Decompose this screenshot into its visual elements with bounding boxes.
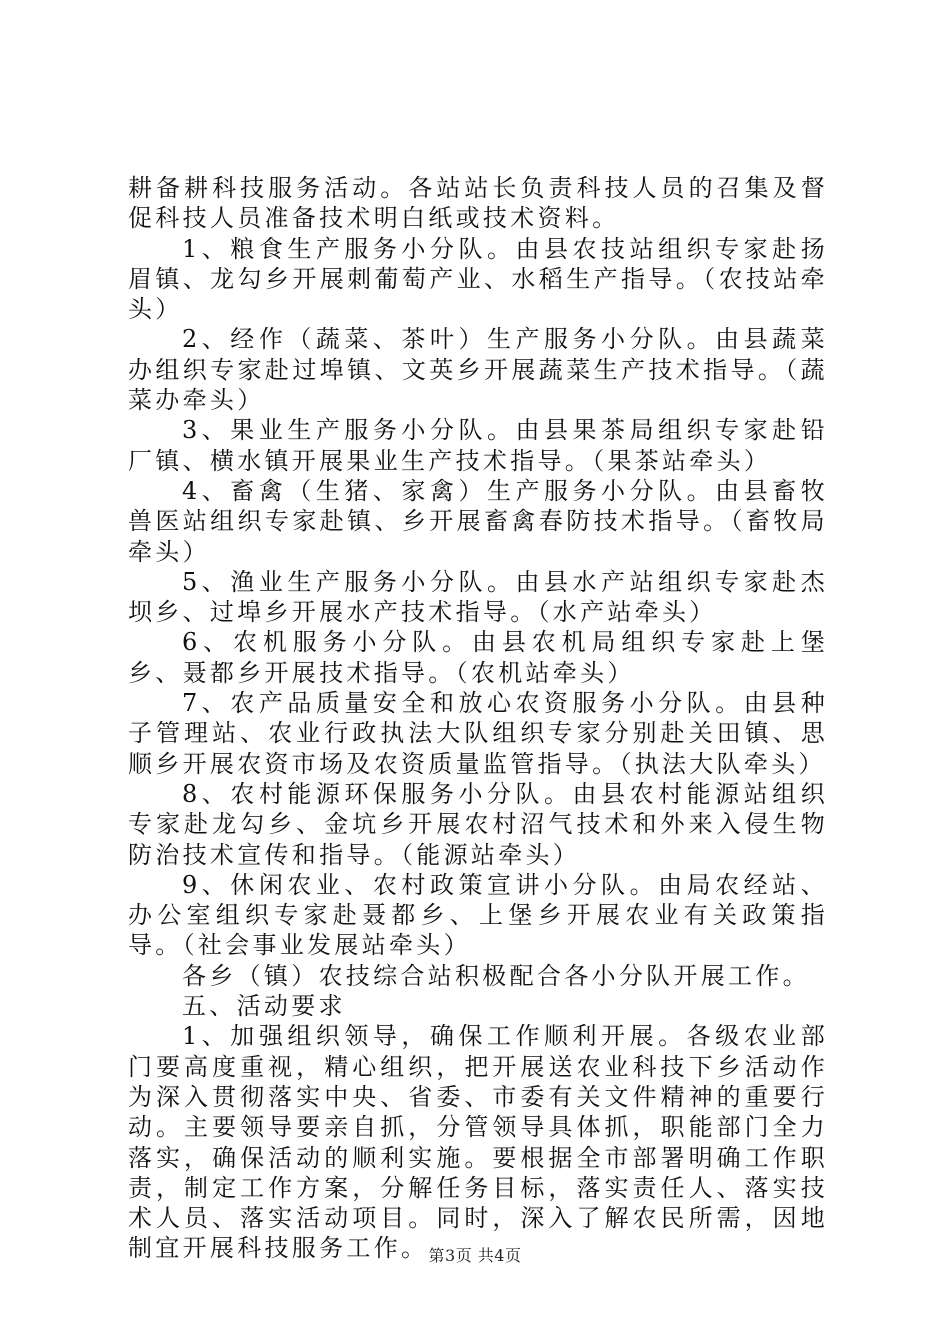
paragraph-item-8: 8、农村能源环保服务小分队。由县农村能源站组织专家赴龙勾乡、金坑乡开展农村沼气技术和外来入侵生物防治技术宣传和指导。（能源站牵头） <box>128 779 828 869</box>
paragraph-item-4: 4、畜禽（生猪、家禽）生产服务小分队。由县畜牧兽医站组织专家赴镇、乡开展畜禽春防技术指导。（畜牧局牵头） <box>128 476 828 566</box>
paragraph-item-5: 5、渔业生产服务小分队。由县水产站组织专家赴杰坝乡、过埠乡开展水产技术指导。（水产站牵头） <box>128 567 828 627</box>
paragraph-item-9: 9、休闲农业、农村政策宣讲小分队。由局农经站、办公室组织专家赴聂都乡、上堡乡开展农业有关政策指导。（社会事业发展站牵头） <box>128 870 828 960</box>
page-number-footer: 第3页 共4页 <box>428 1246 522 1265</box>
paragraph-requirement-1: 1、加强组织领导，确保工作顺利开展。各级农业部门要高度重视，精心组织，把开展送农业科技下乡活动作为深入贯彻落实中央、省委、市委有关文件精神的重要行动。主要领导要亲自抓，分管领导具体抓，职能部门全力落实，确保活动的顺利实施。要根据全市部署明确工作职责，制定工作方案，分解任务目标，落实责任人、落实技术人员、落实活动项目。同时，深入了解农民所需，因地制宜开展科技服务工作。 <box>128 1022 828 1263</box>
paragraph: 耕备耕科技服务活动。各站站长负责科技人员的召集及督促科技人员准备技术明白纸或技术资料。 <box>128 174 828 233</box>
paragraph-item-1: 1、粮食生产服务小分队。由县农技站组织专家赴扬眉镇、龙勾乡开展刺葡萄产业、水稻生产指导。（农技站牵头） <box>128 234 828 324</box>
document-body <box>128 173 828 1264</box>
section-heading-requirements: 五、活动要求 <box>182 992 346 1021</box>
paragraph-item-6: 6、农机服务小分队。由县农机局组织专家赴上堡乡、聂都乡开展技术指导。（农机站牵头） <box>128 628 828 687</box>
paragraph-coordination: 各乡（镇）农技综合站积极配合各小分队开展工作。 <box>182 961 810 990</box>
paragraph-item-2: 2、经作（蔬菜、茶叶）生产服务小分队。由县蔬菜办组织专家赴过埠镇、文英乡开展蔬菜生产技术指导。（蔬菜办牵头） <box>128 325 828 415</box>
paragraph-item-3: 3、果业生产服务小分队。由县果茶局组织专家赴铅厂镇、横水镇开展果业生产技术指导。（果茶站牵头） <box>128 416 828 475</box>
paragraph-item-7: 7、农产品质量安全和放心农资服务小分队。由县种子管理站、农业行政执法大队组织专家分别赴关田镇、思顺乡开展农资市场及农资质量监管指导。（执法大队牵头） <box>128 689 828 778</box>
